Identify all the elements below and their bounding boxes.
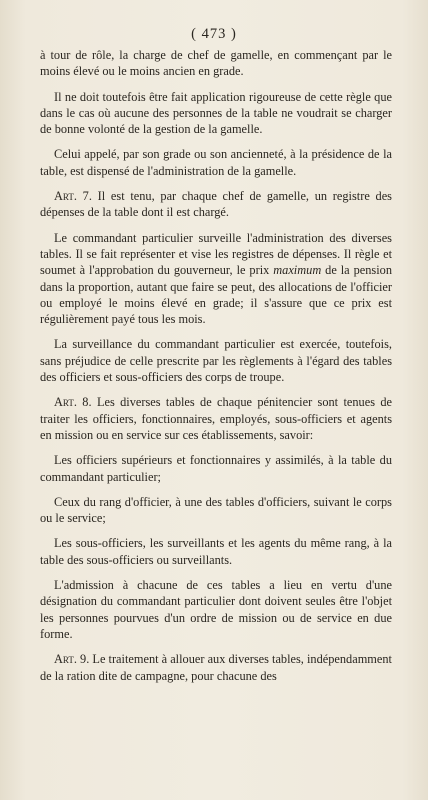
paragraph: Ceux du rang d'officier, à une des tables d'officiers, suivant le corps ou le service; — [40, 494, 392, 526]
paragraph-text: Le commandant particulier surveille l'administration des diverses tables. Il se fait représenter et vise les registres de dépenses. Il règle et soumet à l'approbation du gouverneur, le prix — [40, 230, 392, 278]
paragraph: Les officiers supérieurs et fonctionnaires y assimilés, à la table du commandant particulier; — [40, 453, 392, 484]
paragraph: Celui appelé, par son grade ou son ancienneté, à la présidence de la table, est dispensé de l'administration de la gamelle. — [40, 147, 392, 178]
article-text: Les diverses tables de chaque pénitencier sont tenues de traiter les officiers, fonctionnaires, employés, sous-officiers et agents en mission ou en service sur ces établissements, savoir: — [40, 395, 392, 442]
paragraph: La surveillance du commandant particulier est exercée, toutefois, sans préjudice de celle prescrite par les règlements à l'égard des tables des officiers et sous-officiers des corps de troupe. — [40, 337, 392, 385]
article-8-paragraph — [40, 394, 392, 443]
article-7-paragraph — [40, 188, 392, 221]
body-text — [40, 47, 392, 693]
paragraph: L'admission à chacune de ces tables a lieu en vertu d'une désignation du commandant particulier dont doivent seules être l'objet les personnes pourvues d'un ordre de mission ou de service en due forme. — [40, 578, 392, 641]
article-number: Art. 7. — [54, 189, 92, 204]
paragraph — [40, 230, 392, 328]
paragraph: Les sous-officiers, les surveillants et les agents du même rang, à la table des sous-officiers ou surveillants. — [40, 536, 392, 567]
article-number: Art. 8. — [54, 395, 92, 410]
paragraph-continuation: à tour de rôle, la charge de chef de gamelle, en commençant par le moins élevé ou le moins ancien en grade. — [40, 48, 392, 79]
paragraph: Il ne doit toutefois être fait application rigoureuse de cette règle que dans le cas où aucune des personnes de la table ne voudrait se charger de bonne volonté de la gestion de la gamelle. — [40, 89, 392, 137]
article-text: Le traitement à allouer aux diverses tables, indépendamment de la ration dite de campagne, pour chacune des — [40, 652, 392, 683]
article-9-paragraph — [40, 651, 392, 684]
article-text: Il est tenu, par chaque chef de gamelle, un registre des dépenses de la table dont il est chargé. — [40, 189, 392, 220]
paragraph-text: de la pension dans la proportion, autant que faire se peut, des allocations de l'officier ou employé le moins élevé en grade; il s'assure que ce prix est régulièrement payé tous les mois. — [40, 263, 392, 327]
emphasized-word: maximum — [273, 263, 322, 278]
page-number: ( 473 ) — [191, 26, 237, 42]
article-number: Art. 9. — [54, 652, 90, 667]
